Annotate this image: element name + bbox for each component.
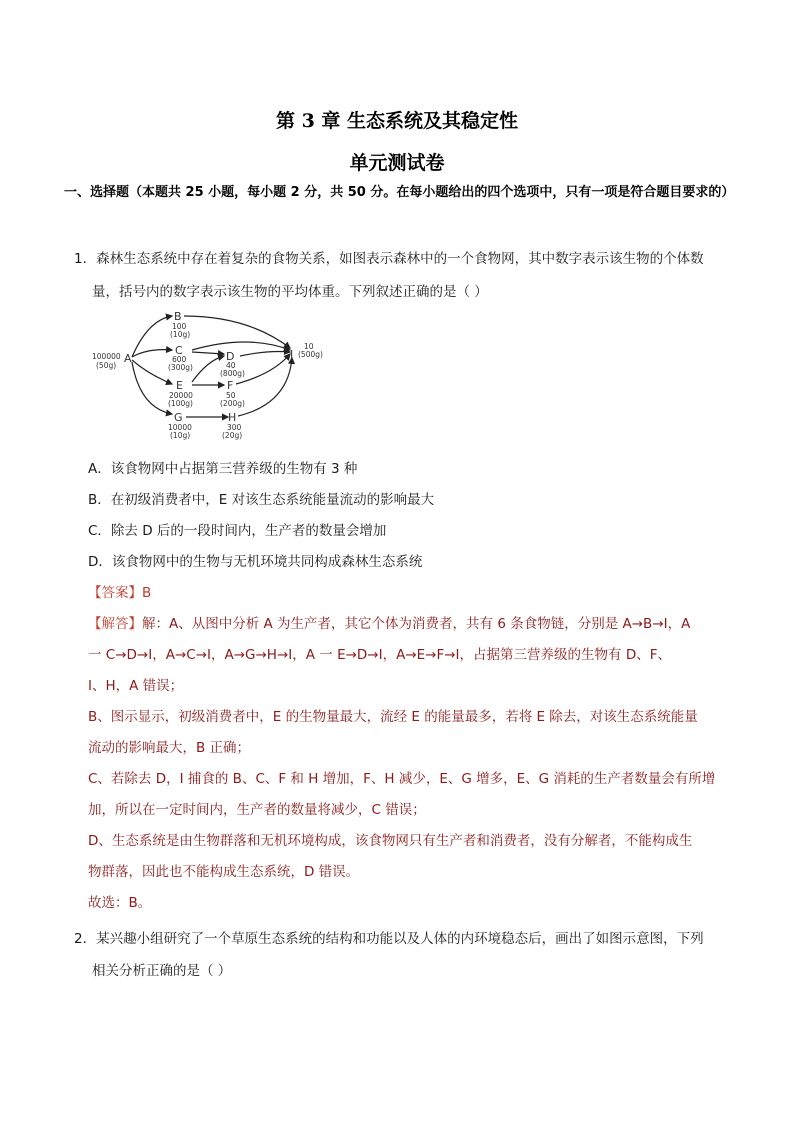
node-i-weight: (500g) bbox=[298, 350, 323, 359]
node-i-label: I bbox=[290, 348, 294, 361]
node-g-count: 10000 bbox=[168, 423, 192, 432]
section-heading: 一、选择题（本题共 25 小题，每小题 2 分，共 50 分。在每小题给出的四个选项中，只有一项是符合题目要求的） bbox=[64, 185, 735, 200]
node-d-label: D bbox=[226, 350, 235, 363]
node-h-weight: (20g) bbox=[222, 431, 243, 440]
q1-stem-line-2: 量，括号内的数字表示该生物的平均体重。下列叙述正确的是（ ） bbox=[92, 284, 488, 300]
q1-option-b: B．在初级消费者中，E 对该生态系统能量流动的影响最大 bbox=[88, 492, 435, 508]
node-g-weight: (10g) bbox=[170, 431, 191, 440]
page-subtitle: 单元测试卷 bbox=[349, 152, 445, 174]
node-h-label: H bbox=[228, 411, 237, 424]
q1-option-a: A．该食物网中占据第三营养级的生物有 3 种 bbox=[88, 461, 358, 477]
node-f-count: 50 bbox=[226, 391, 236, 400]
node-b-weight: (10g) bbox=[170, 330, 191, 339]
q1-analysis-line-8: D、生态系统是由生物群落和无机环境构成，该食物网只有生产者和消费者，没有分解者，不能构成生 bbox=[88, 833, 693, 849]
node-d-count: 40 bbox=[226, 361, 236, 370]
node-b-count: 100 bbox=[172, 322, 187, 331]
page-title: 第 3 章 生态系统及其稳定性 bbox=[275, 110, 519, 132]
q1-analysis-line-7: 加，所以在一定时间内，生产者的数量将减少，C 错误； bbox=[88, 802, 426, 818]
node-a-weight: (50g) bbox=[96, 361, 117, 370]
q1-analysis-line-10: 故选：B。 bbox=[88, 895, 152, 911]
food-web-diagram bbox=[88, 304, 338, 446]
q1-analysis-line-6: C、若除去 D，I 捕食的 B、C、F 和 H 增加，F、H 减少，E、G 增多，E、G 消耗的生产者数量会有所增 bbox=[88, 771, 716, 787]
q2-stem-line-2: 相关分析正确的是（ ） bbox=[92, 963, 232, 979]
q1-analysis-line-9: 物群落，因此也不能构成生态系统，D 错误。 bbox=[88, 864, 360, 880]
q1-option-c: C．除去 D 后的一段时间内，生产者的数量会增加 bbox=[88, 523, 387, 539]
node-f-weight: (200g) bbox=[220, 399, 245, 408]
analysis-label: 【解答】 bbox=[88, 616, 142, 632]
node-a-count: 100000 bbox=[92, 352, 121, 361]
node-f-label: F bbox=[227, 379, 234, 392]
q1-analysis-line-1 bbox=[88, 612, 690, 632]
q1-analysis-line-5: 流动的影响最大，B 正确； bbox=[88, 740, 251, 756]
node-c-label: C bbox=[175, 344, 183, 357]
node-a-label: A bbox=[124, 352, 132, 365]
q1-analysis-line-4: B、图示显示，初级消费者中，E 的生物量最大，流经 E 的能量最多，若将 E 除去，对该生态系统能量 bbox=[88, 709, 698, 725]
food-web-arrows bbox=[132, 316, 292, 417]
q1-stem-line-1: 1．森林生态系统中存在着复杂的食物关系，如图表示森林中的一个食物网，其中数字表示该生物的个体数 bbox=[74, 251, 704, 267]
q1-answer: 【答案】B bbox=[88, 585, 152, 601]
q1-analysis-line-2: 一 C→D→I，A→C→I，A→G→H→I，A 一 E→D→I，A→E→F→I，占据第三营养级的生物有 D、F、 bbox=[88, 647, 671, 663]
node-e-weight: (100g) bbox=[168, 399, 193, 408]
node-c-weight: (300g) bbox=[168, 363, 193, 372]
node-e-count: 20000 bbox=[169, 391, 193, 400]
analysis-text-1: 解：A、从图中分析 A 为生产者，其它个体为消费者，共有 6 条食物链，分别是 A→B→I，A bbox=[142, 616, 691, 632]
node-i-count: 10 bbox=[304, 342, 314, 351]
q2-stem-line-1: 2．某兴趣小组研究了一个草原生态系统的结构和功能以及人体的内环境稳态后，画出了如图示意图，下列 bbox=[74, 931, 704, 947]
food-web-node-labels bbox=[124, 310, 293, 424]
node-d-weight: (800g) bbox=[220, 369, 245, 378]
node-c-count: 600 bbox=[172, 355, 187, 364]
node-b-label: B bbox=[174, 310, 182, 323]
q1-option-d: D．该食物网中的生物与无机环境共同构成森林生态系统 bbox=[88, 554, 423, 570]
node-e-label: E bbox=[176, 379, 183, 392]
food-web-node-values bbox=[92, 322, 323, 440]
q1-analysis-line-3: I、H，A 错误； bbox=[88, 678, 184, 694]
node-h-count: 300 bbox=[227, 423, 242, 432]
node-g-label: G bbox=[174, 411, 183, 424]
